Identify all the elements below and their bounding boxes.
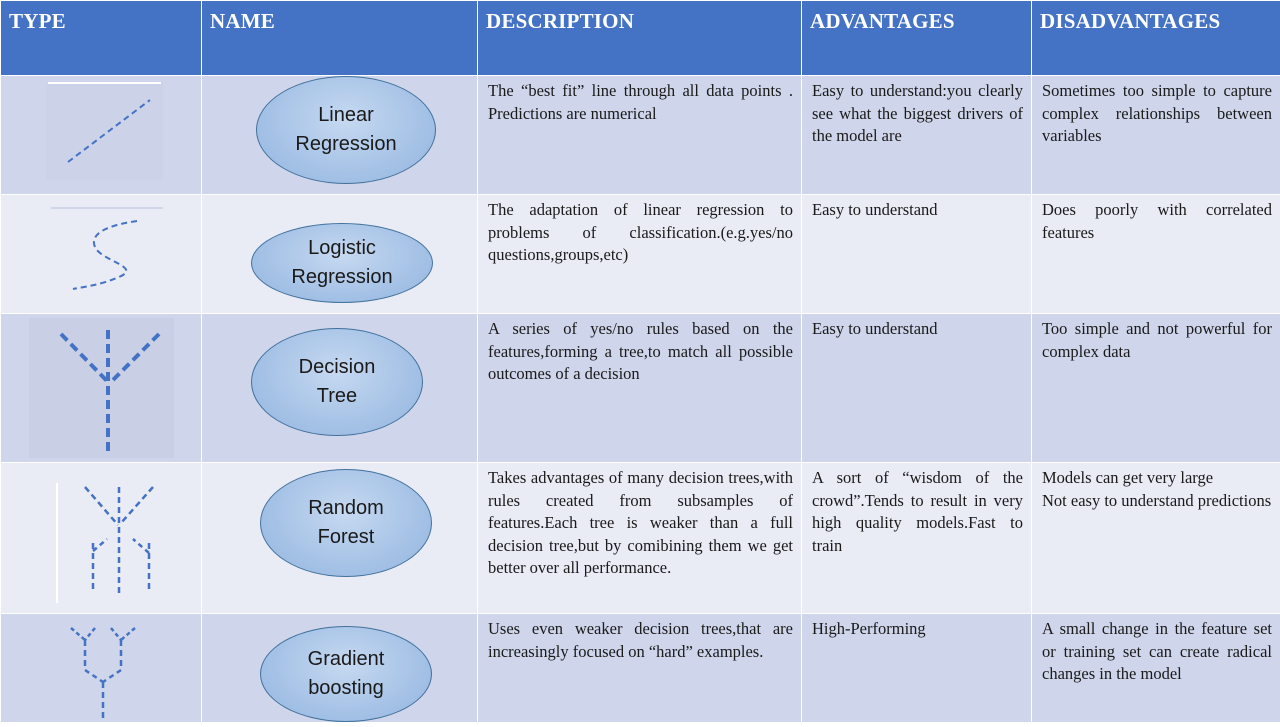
disadvantages-line: Models can get very large bbox=[1042, 467, 1272, 490]
header-name: NAME bbox=[202, 1, 478, 76]
name-cell bbox=[202, 314, 478, 463]
logistic-regression-icon bbox=[49, 207, 165, 305]
disadvantages-cell bbox=[1032, 76, 1280, 195]
table-row bbox=[1, 614, 1280, 723]
header-description: DESCRIPTION bbox=[478, 1, 802, 76]
disadvantages-cell bbox=[1032, 195, 1280, 314]
algorithm-name-line2: Forest bbox=[308, 523, 384, 552]
advantages-cell bbox=[802, 195, 1032, 314]
advantages-cell bbox=[802, 76, 1032, 195]
algorithm-name-line2: Regression bbox=[295, 130, 396, 159]
advantages-cell bbox=[802, 463, 1032, 614]
algorithm-name-ellipse bbox=[256, 76, 436, 184]
advantages-text: Easy to understand:you clearly see what the biggest drivers of the model are bbox=[802, 76, 1031, 148]
linear-regression-icon bbox=[46, 82, 163, 180]
disadvantages-cell bbox=[1032, 463, 1280, 614]
algorithm-name-ellipse bbox=[251, 223, 433, 303]
disadvantages-line: Not easy to understand predictions bbox=[1042, 490, 1272, 513]
algorithm-name-ellipse bbox=[260, 626, 432, 722]
algorithm-name-line2: Tree bbox=[299, 382, 376, 411]
disadvantages-text: Too simple and not powerful for complex data bbox=[1032, 314, 1280, 363]
header-type: TYPE bbox=[1, 1, 202, 76]
description-text: The adaptation of linear regression to problems of classification.(e.g.yes/no questions,groups,etc) bbox=[478, 195, 801, 267]
disadvantages-text: Sometimes too simple to capture complex relationships between variables bbox=[1032, 76, 1280, 148]
description-cell bbox=[478, 314, 802, 463]
header-row bbox=[1, 1, 1280, 76]
algorithm-name-line1: Random bbox=[308, 494, 384, 523]
description-cell bbox=[478, 76, 802, 195]
name-cell bbox=[202, 195, 478, 314]
name-cell bbox=[202, 76, 478, 195]
algorithm-name-line2: Regression bbox=[291, 263, 392, 292]
advantages-text: Easy to understand bbox=[802, 314, 1031, 341]
type-cell bbox=[1, 314, 202, 463]
advantages-text: A sort of “wisdom of the crowd”.Tends to result in very high quality models.Fast to train bbox=[802, 463, 1031, 557]
gradient-boosting-icon bbox=[63, 624, 153, 722]
advantages-text: High-Performing bbox=[802, 614, 1031, 641]
type-cell bbox=[1, 463, 202, 614]
algorithm-name-line2: boosting bbox=[308, 674, 385, 703]
disadvantages-text bbox=[1032, 463, 1280, 512]
algorithm-name-line1: Gradient bbox=[308, 645, 385, 674]
description-cell bbox=[478, 463, 802, 614]
disadvantages-cell bbox=[1032, 314, 1280, 463]
description-text: Uses even weaker decision trees,that are increasingly focused on “hard” examples. bbox=[478, 614, 801, 663]
decision-tree-icon bbox=[29, 318, 174, 458]
type-cell bbox=[1, 76, 202, 195]
description-text: Takes advantages of many decision trees,with rules created from subsamples of features.Each tree is weaker than a full decision tree,but by comibining them we get better over all performance. bbox=[478, 463, 801, 580]
description-cell bbox=[478, 614, 802, 723]
disadvantages-cell bbox=[1032, 614, 1280, 723]
type-cell bbox=[1, 614, 202, 723]
header-disadvantages: DISADVANTAGES bbox=[1032, 1, 1280, 76]
description-text: The “best fit” line through all data points . Predictions are numerical bbox=[478, 76, 801, 125]
algorithm-name-line1: Logistic bbox=[291, 234, 392, 263]
description-cell bbox=[478, 195, 802, 314]
algorithm-name-line1: Decision bbox=[299, 353, 376, 382]
algorithm-name-ellipse bbox=[251, 328, 423, 436]
table-row bbox=[1, 314, 1280, 463]
header-advantages: ADVANTAGES bbox=[802, 1, 1032, 76]
advantages-cell bbox=[802, 614, 1032, 723]
algorithm-name-ellipse bbox=[260, 469, 432, 577]
advantages-cell bbox=[802, 314, 1032, 463]
name-cell bbox=[202, 614, 478, 723]
advantages-text: Easy to understand bbox=[802, 195, 1031, 222]
algorithm-name-line1: Linear bbox=[295, 101, 396, 130]
name-cell bbox=[202, 463, 478, 614]
description-text: A series of yes/no rules based on the features,forming a tree,to match all possible outcomes of a decision bbox=[478, 314, 801, 386]
table-row bbox=[1, 76, 1280, 195]
table-row bbox=[1, 463, 1280, 614]
disadvantages-text: Does poorly with correlated features bbox=[1032, 195, 1280, 244]
type-cell bbox=[1, 195, 202, 314]
table-row bbox=[1, 195, 1280, 314]
disadvantages-text: A small change in the feature set or training set can create radical changes in the model bbox=[1032, 614, 1280, 686]
random-forest-icon bbox=[55, 481, 165, 603]
